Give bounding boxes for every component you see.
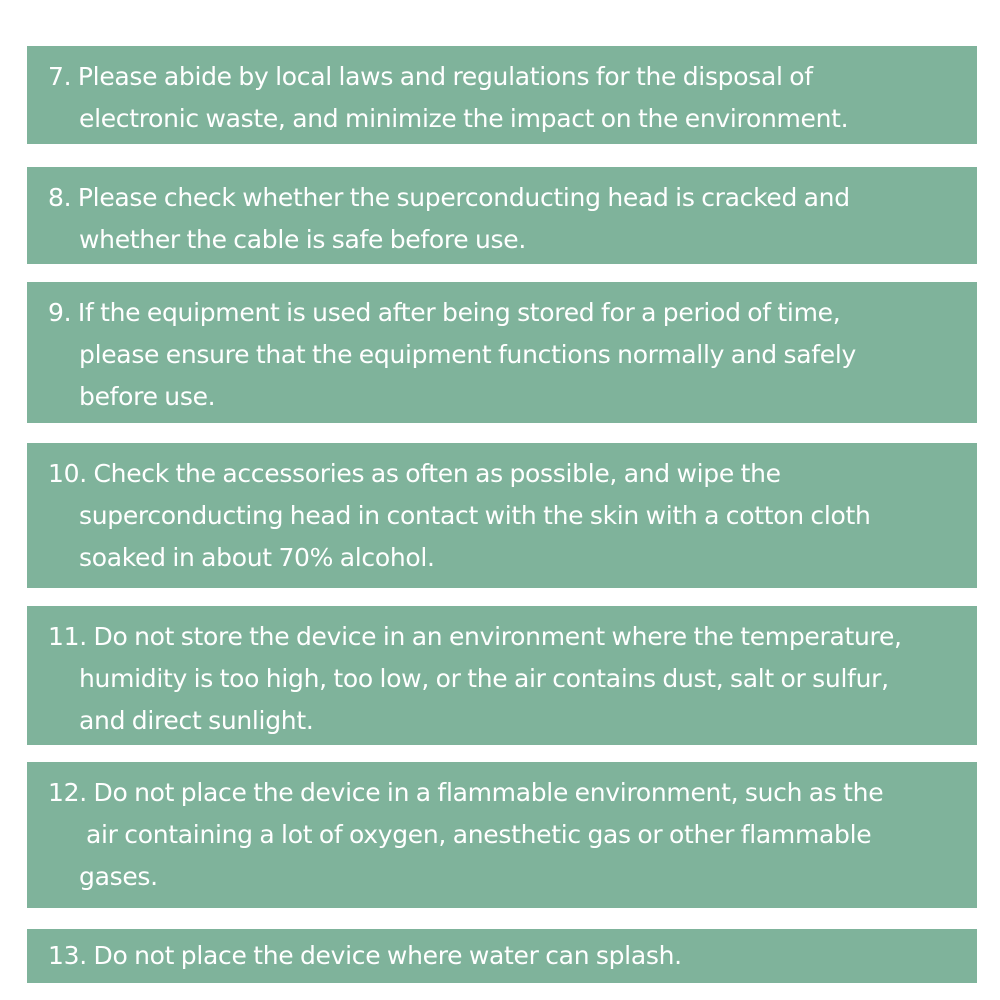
- notice-line: please ensure that the equipment functions normally and safely: [79, 340, 856, 369]
- notice-line: superconducting head in contact with the skin with a cotton cloth: [79, 501, 871, 530]
- notice-line: electronic waste, and minimize the impact on the environment.: [79, 104, 849, 133]
- notice-card-7: [27, 46, 977, 144]
- notice-card-13: [27, 929, 977, 983]
- notice-line: 13. Do not place the device where water can splash.: [48, 941, 682, 970]
- notice-line: 10. Check the accessories as often as possible, and wipe the: [48, 459, 781, 488]
- notice-card-9: [27, 282, 977, 423]
- notice-line: 8. Please check whether the superconducting head is cracked and: [48, 183, 850, 212]
- notice-line: gases.: [79, 862, 158, 891]
- notice-line: 11. Do not store the device in an environment where the temperature,: [48, 622, 902, 651]
- notice-card-12: [27, 762, 977, 908]
- notice-line: and direct sunlight.: [79, 706, 314, 735]
- notice-line: 12. Do not place the device in a flammable environment, such as the: [48, 778, 884, 807]
- notice-line: whether the cable is safe before use.: [79, 225, 526, 254]
- notice-line: 7. Please abide by local laws and regulations for the disposal of: [48, 62, 813, 91]
- notice-card-10: [27, 443, 977, 588]
- notice-line: humidity is too high, too low, or the air contains dust, salt or sulfur,: [79, 664, 889, 693]
- notice-card-11: [27, 606, 977, 745]
- notice-line: 9. If the equipment is used after being stored for a period of time,: [48, 298, 841, 327]
- notice-line: air containing a lot of oxygen, anesthetic gas or other flammable: [86, 820, 872, 849]
- notice-line: soaked in about 70% alcohol.: [79, 543, 435, 572]
- notice-card-8: [27, 167, 977, 264]
- notice-line: before use.: [79, 382, 216, 411]
